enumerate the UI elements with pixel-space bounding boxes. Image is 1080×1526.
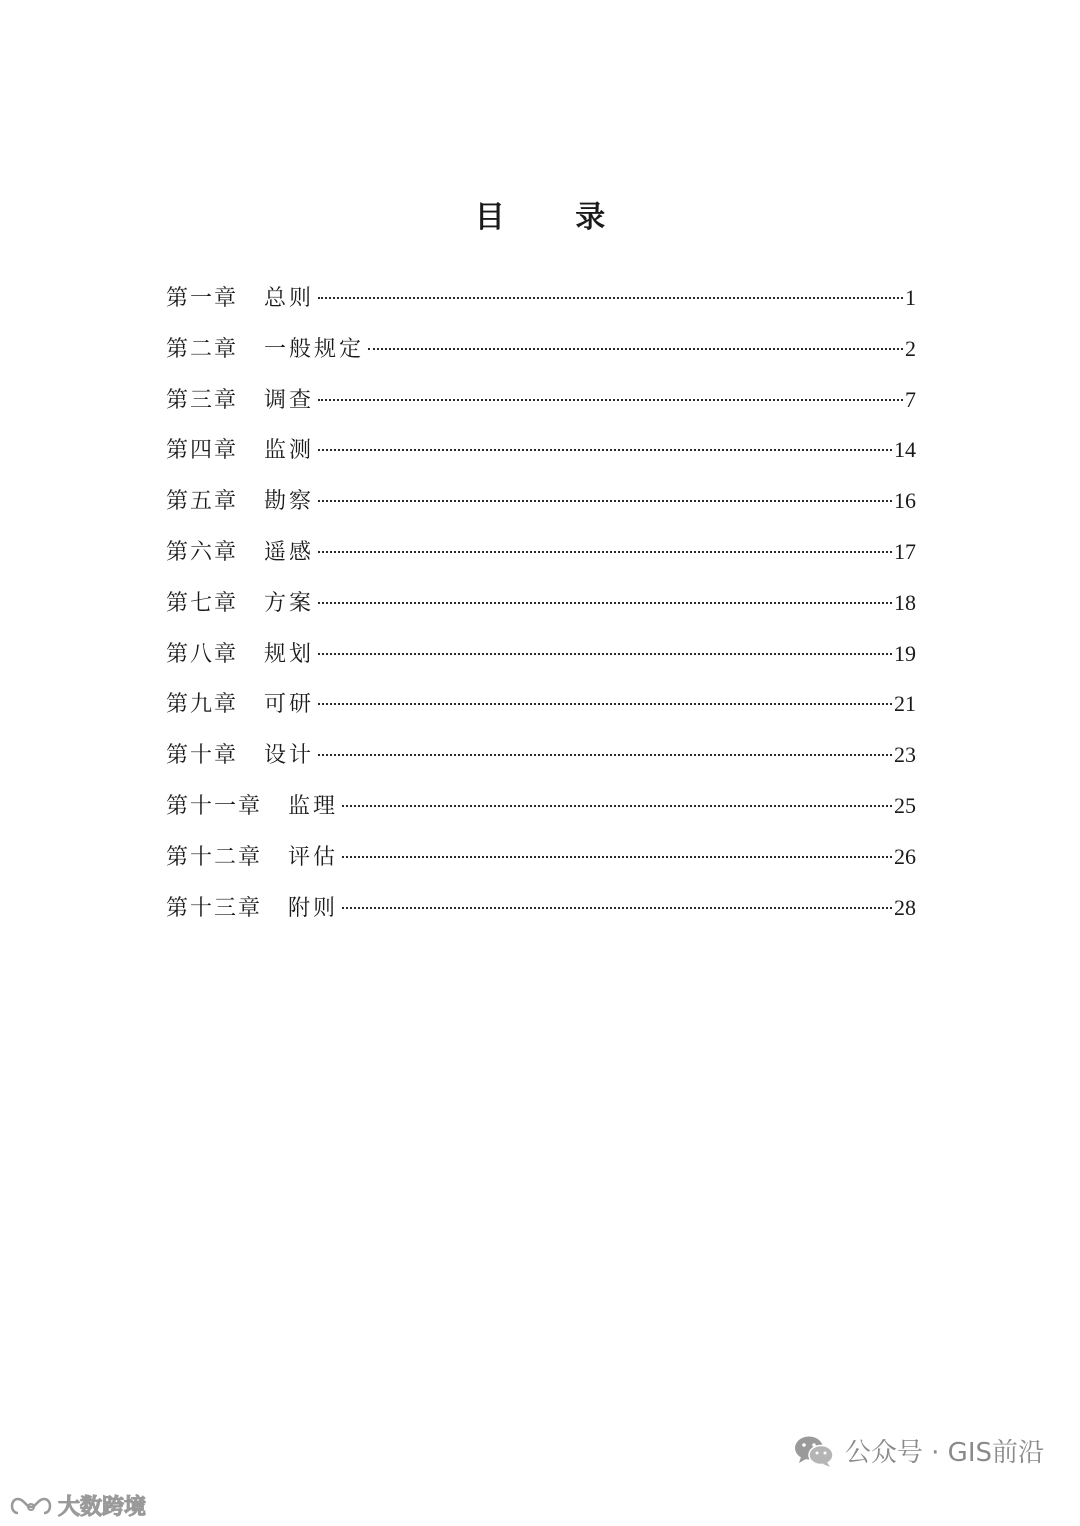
toc-chapter-number: 第四章 — [166, 438, 239, 464]
toc-entry[interactable] — [166, 382, 916, 433]
toc-entry[interactable] — [166, 585, 916, 636]
toc-chapter-title: 可研 — [264, 692, 315, 718]
toc-chapter-title: 附则 — [288, 895, 339, 921]
toc-entry[interactable] — [166, 839, 916, 890]
toc-page-number: 1 — [905, 285, 916, 310]
toc-chapter-number: 第二章 — [166, 336, 239, 362]
dot-leader — [342, 856, 892, 858]
toc-page-number: 25 — [894, 792, 916, 818]
watermark-official-account — [793, 1432, 1044, 1469]
toc-chapter-number: 第十三章 — [166, 895, 263, 921]
dot-leader — [318, 297, 903, 299]
toc-page-number: 19 — [894, 640, 916, 666]
loop-icon — [8, 1493, 54, 1519]
toc-page-number: 17 — [894, 538, 916, 564]
toc-page-number: 14 — [894, 437, 916, 463]
toc-entry[interactable] — [166, 280, 916, 331]
toc-chapter-title: 调查 — [264, 387, 315, 413]
toc-chapter-number: 第一章 — [166, 286, 239, 311]
toc-entry[interactable] — [166, 686, 916, 737]
toc-page-number: 16 — [894, 488, 916, 514]
toc-entry[interactable] — [166, 788, 916, 839]
toc-chapter-title: 规划 — [264, 641, 315, 667]
dot-leader — [318, 653, 892, 655]
toc-page-number: 7 — [905, 386, 916, 412]
toc-chapter-number: 第十二章 — [166, 844, 263, 870]
toc-page-number: 28 — [894, 894, 916, 920]
toc-page-number: 18 — [894, 589, 916, 615]
dot-leader — [318, 449, 892, 451]
toc-chapter-title: 遥感 — [264, 539, 315, 565]
toc-chapter-number: 第八章 — [166, 641, 239, 667]
dot-leader — [318, 703, 892, 705]
toc-page-number: 23 — [894, 742, 916, 768]
dot-leader — [318, 399, 903, 401]
toc-page-number: 26 — [894, 843, 916, 869]
dot-leader — [318, 551, 892, 553]
dot-leader — [342, 805, 892, 807]
dot-leader — [342, 907, 892, 909]
toc-entry[interactable] — [166, 890, 916, 941]
toc-chapter-number: 第六章 — [166, 539, 239, 565]
toc-entry[interactable] — [166, 483, 916, 534]
table-of-contents — [166, 280, 916, 940]
toc-chapter-number: 第十章 — [166, 743, 239, 769]
toc-chapter-number: 第五章 — [166, 489, 239, 515]
toc-chapter-title: 总则 — [264, 286, 315, 311]
watermark-brand — [8, 1490, 146, 1521]
toc-chapter-title: 勘察 — [264, 489, 315, 515]
toc-entry[interactable] — [166, 432, 916, 483]
wechat-icon — [793, 1433, 835, 1469]
page-title: 目 录 — [474, 200, 636, 235]
toc-chapter-number: 第七章 — [166, 590, 239, 616]
watermark-text: 大数跨境 — [58, 1495, 147, 1520]
toc-chapter-number: 第三章 — [166, 387, 239, 413]
toc-chapter-title: 监测 — [264, 438, 315, 464]
toc-chapter-title: 评估 — [288, 844, 339, 870]
toc-entry[interactable] — [166, 331, 916, 382]
toc-chapter-number: 第九章 — [166, 692, 239, 718]
toc-chapter-title: 一般规定 — [264, 336, 365, 362]
watermark-text: 公众号 · GIS前沿 — [844, 1438, 1044, 1468]
toc-page-number: 21 — [894, 691, 916, 717]
toc-chapter-title: 方案 — [264, 590, 315, 616]
toc-chapter-title: 设计 — [264, 743, 315, 769]
toc-page-number: 2 — [905, 335, 916, 361]
dot-leader — [318, 500, 892, 502]
toc-chapter-number: 第十一章 — [166, 793, 263, 819]
toc-entry[interactable] — [166, 534, 916, 585]
dot-leader — [318, 602, 892, 604]
toc-entry[interactable] — [166, 636, 916, 687]
dot-leader — [318, 754, 892, 756]
dot-leader — [368, 348, 903, 350]
toc-chapter-title: 监理 — [288, 793, 339, 819]
toc-entry[interactable] — [166, 737, 916, 788]
